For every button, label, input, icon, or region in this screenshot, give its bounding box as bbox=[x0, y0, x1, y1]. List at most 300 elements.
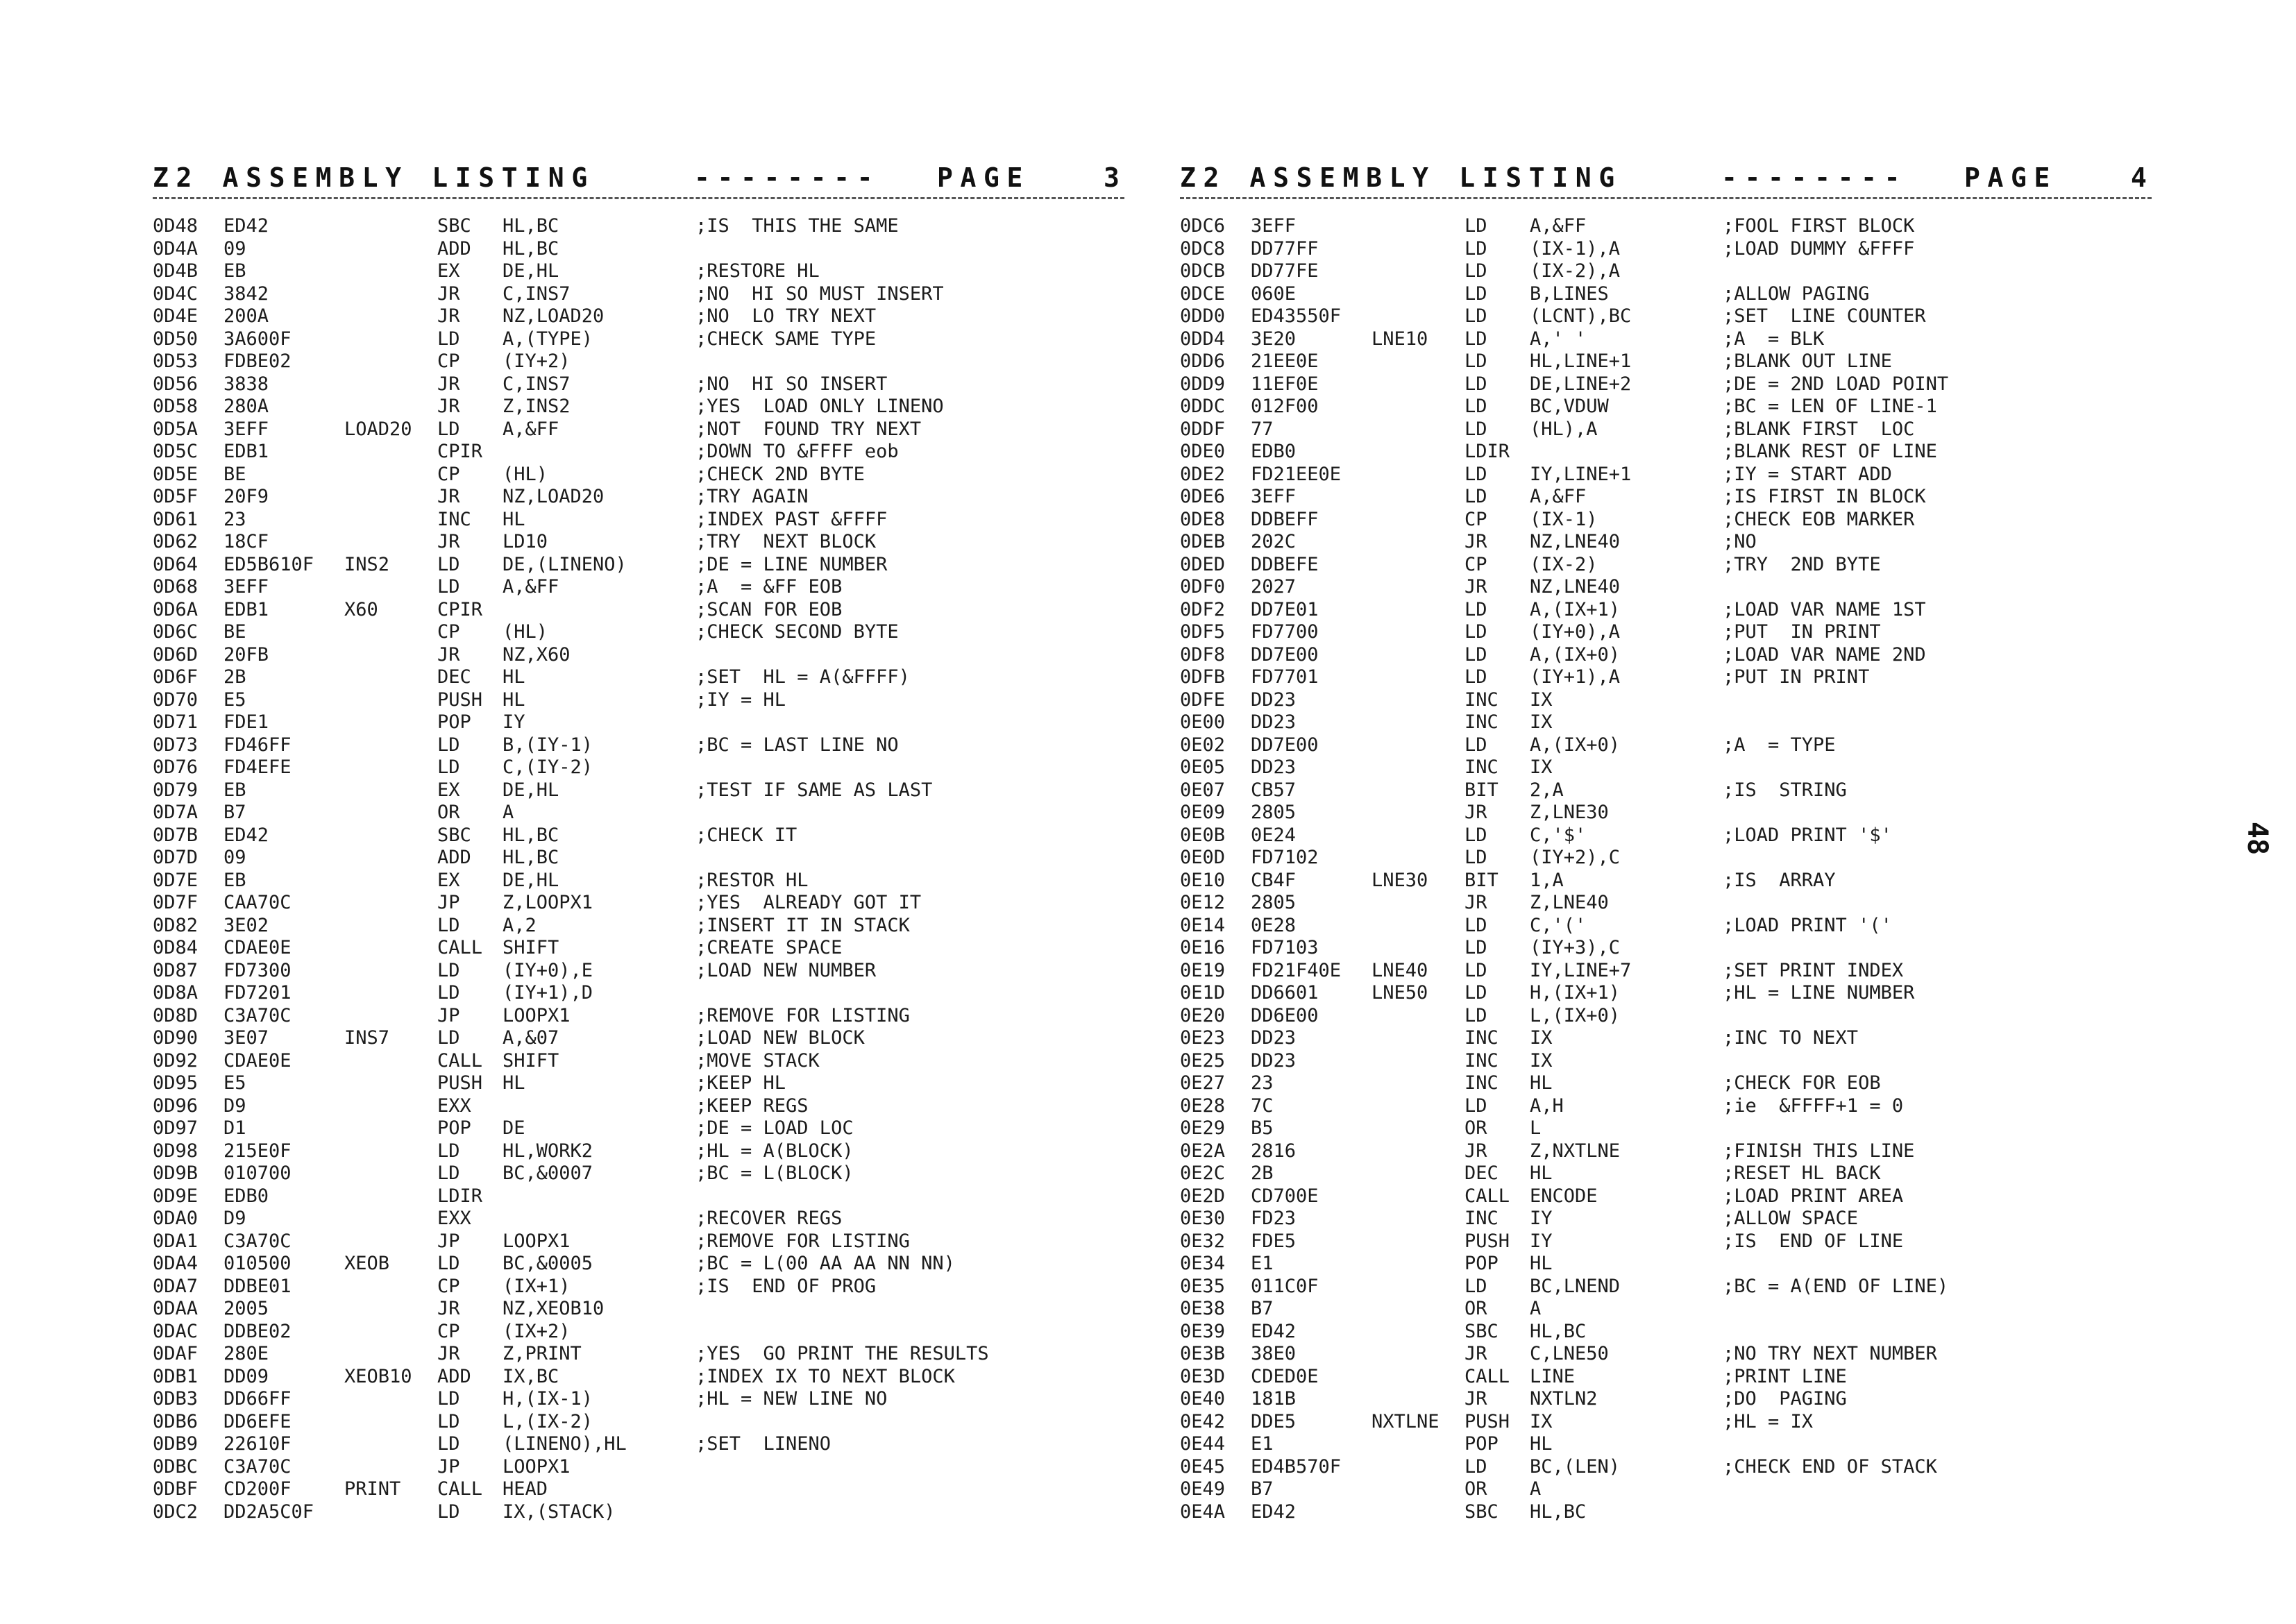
object-code: 010700 bbox=[223, 1162, 292, 1184]
listing-line bbox=[153, 238, 1152, 261]
operands: NZ,XEOB10 bbox=[503, 1298, 605, 1319]
operands: A,H bbox=[1530, 1094, 1564, 1117]
address: 0D5A bbox=[153, 418, 199, 440]
listing-line bbox=[1180, 260, 2179, 283]
comment: ;LOAD PRINT '$' bbox=[1723, 824, 1892, 846]
mnemonic: EXX bbox=[437, 1208, 471, 1229]
operands: DE,LINE+2 bbox=[1530, 373, 1632, 395]
comment: ;HL = LINE NUMBER bbox=[1723, 982, 1915, 1004]
listing-line bbox=[1180, 1343, 2179, 1366]
mnemonic: LD bbox=[437, 914, 460, 936]
mnemonic: JR bbox=[1464, 1343, 1487, 1364]
object-code: DD7E00 bbox=[1251, 643, 1319, 666]
listing-line bbox=[153, 1343, 1152, 1366]
mnemonic: DEC bbox=[1464, 1162, 1499, 1184]
mnemonic: LD bbox=[1464, 598, 1487, 620]
operands: (HL) bbox=[503, 621, 548, 643]
operands: B,LINES bbox=[1530, 282, 1609, 305]
operands: C,INS7 bbox=[503, 282, 571, 305]
operands: HL,BC bbox=[1530, 1500, 1587, 1523]
mnemonic: CPIR bbox=[437, 598, 483, 620]
listing-line bbox=[153, 892, 1152, 915]
listing-line bbox=[153, 1366, 1152, 1389]
object-code: 3842 bbox=[223, 282, 269, 305]
operands: (IY+0),E bbox=[503, 959, 593, 981]
address: 0D92 bbox=[153, 1049, 199, 1072]
comment: ;RESTORE HL bbox=[695, 260, 820, 282]
listing-line bbox=[1180, 1230, 2179, 1253]
mnemonic: CP bbox=[437, 1275, 460, 1297]
listing-line bbox=[153, 1411, 1152, 1434]
address: 0D79 bbox=[153, 779, 199, 801]
object-code: CAA70C bbox=[223, 892, 292, 913]
mnemonic: LD bbox=[1464, 621, 1487, 643]
address: 0E44 bbox=[1180, 1433, 1226, 1455]
mnemonic: LDIR bbox=[437, 1185, 483, 1207]
mnemonic: LD bbox=[1464, 305, 1487, 327]
mnemonic: LD bbox=[1464, 328, 1487, 350]
side-page-number: 48 bbox=[2241, 821, 2274, 856]
comment: ;A = TYPE bbox=[1723, 734, 1836, 756]
listing-line bbox=[1180, 892, 2179, 915]
listing-line bbox=[1180, 870, 2179, 893]
object-code: 2805 bbox=[1251, 802, 1297, 823]
address: 0D95 bbox=[153, 1072, 199, 1094]
object-code: FD23 bbox=[1251, 1208, 1297, 1229]
object-code: B7 bbox=[1251, 1478, 1274, 1500]
address: 0DCB bbox=[1180, 260, 1226, 282]
operands: IX,(STACK) bbox=[503, 1500, 616, 1523]
object-code: DD7E01 bbox=[1251, 598, 1319, 620]
address: 0DA0 bbox=[153, 1208, 199, 1229]
page-label: PAGE bbox=[937, 162, 1031, 193]
operands: BC,(LEN) bbox=[1530, 1455, 1621, 1478]
listing-line bbox=[153, 305, 1152, 328]
operands: LD10 bbox=[503, 531, 548, 552]
mnemonic: LD bbox=[437, 982, 460, 1004]
operands: HL bbox=[503, 1072, 525, 1094]
object-code: CDAE0E bbox=[223, 1049, 292, 1072]
object-code: E5 bbox=[223, 688, 246, 711]
address: 0E12 bbox=[1180, 892, 1226, 913]
mnemonic: INC bbox=[1464, 688, 1499, 711]
operands: (IY+2) bbox=[503, 350, 571, 372]
address: 0D84 bbox=[153, 937, 199, 958]
object-code: ED42 bbox=[223, 824, 269, 846]
mnemonic: JR bbox=[437, 486, 460, 507]
comment: ;CHECK END OF STACK bbox=[1723, 1455, 1937, 1478]
listing-line bbox=[153, 1388, 1152, 1411]
address: 0DC2 bbox=[153, 1500, 199, 1523]
mnemonic: LD bbox=[437, 1388, 460, 1410]
listing-line bbox=[153, 260, 1152, 283]
mnemonic: LD bbox=[437, 1410, 460, 1432]
object-code: C3A70C bbox=[223, 1455, 292, 1478]
comment: ;INDEX PAST &FFFF bbox=[695, 508, 888, 530]
object-code: DD6E00 bbox=[1251, 1004, 1319, 1026]
object-code: EB bbox=[223, 869, 246, 891]
mnemonic: LD bbox=[1464, 373, 1487, 395]
mnemonic: JR bbox=[437, 373, 460, 395]
mnemonic: LD bbox=[1464, 215, 1487, 237]
operands: IX bbox=[1530, 756, 1553, 778]
listing-line bbox=[153, 915, 1152, 938]
address: 0D6F bbox=[153, 666, 199, 688]
address: 0D53 bbox=[153, 350, 199, 372]
mnemonic: JR bbox=[1464, 1388, 1487, 1410]
listing-line bbox=[1180, 373, 2179, 396]
comment: ;KEEP REGS bbox=[695, 1094, 809, 1117]
comment: ;LOAD NEW BLOCK bbox=[695, 1027, 865, 1049]
listing-line bbox=[1180, 734, 2179, 757]
mnemonic: LD bbox=[437, 553, 460, 575]
address: 0E35 bbox=[1180, 1275, 1226, 1297]
operands: (HL),A bbox=[1530, 418, 1598, 440]
address: 0DCE bbox=[1180, 282, 1226, 305]
operands: BC,&0007 bbox=[503, 1162, 593, 1184]
comment: ;BC = LEN OF LINE-1 bbox=[1723, 396, 1937, 417]
mnemonic: INC bbox=[1464, 756, 1499, 778]
listing-line bbox=[153, 1027, 1152, 1050]
address: 0E34 bbox=[1180, 1253, 1226, 1274]
label: XEOB bbox=[344, 1253, 390, 1274]
object-code: CDED0E bbox=[1251, 1365, 1319, 1387]
listing-rows bbox=[153, 215, 1152, 1523]
listing-line bbox=[153, 1321, 1152, 1344]
operands: B,(IY-1) bbox=[503, 734, 593, 756]
listing-line bbox=[1180, 644, 2179, 667]
operands: A,(IX+0) bbox=[1530, 643, 1621, 666]
object-code: 20F9 bbox=[223, 486, 269, 507]
object-code: CD700E bbox=[1251, 1185, 1319, 1207]
object-code: 22610F bbox=[223, 1433, 292, 1455]
comment: ;IS THIS THE SAME bbox=[695, 215, 899, 237]
address: 0D76 bbox=[153, 756, 199, 778]
comment: ;IS FIRST IN BLOCK bbox=[1723, 486, 1926, 507]
object-code: B5 bbox=[1251, 1117, 1274, 1139]
operands: A,&FF bbox=[1530, 215, 1587, 237]
object-code: DD23 bbox=[1251, 711, 1297, 733]
mnemonic: JR bbox=[437, 1343, 460, 1364]
mnemonic: LD bbox=[1464, 1004, 1487, 1026]
address: 0E20 bbox=[1180, 1004, 1226, 1026]
operands: 2,A bbox=[1530, 779, 1564, 801]
object-code: 0E28 bbox=[1251, 914, 1297, 936]
operands: NZ,LOAD20 bbox=[503, 486, 605, 507]
listing-line bbox=[153, 711, 1152, 734]
mnemonic: ADD bbox=[437, 1365, 471, 1387]
comment: ;FINISH THIS LINE bbox=[1723, 1140, 1915, 1162]
operands: HL bbox=[1530, 1433, 1553, 1455]
mnemonic: JR bbox=[437, 305, 460, 327]
object-code: DD23 bbox=[1251, 1027, 1297, 1049]
comment: ;LOAD VAR NAME 1ST bbox=[1723, 598, 1926, 620]
address: 0D87 bbox=[153, 959, 199, 981]
mnemonic: INC bbox=[1464, 1208, 1499, 1229]
operands: A bbox=[503, 802, 514, 823]
operands: DE,HL bbox=[503, 869, 559, 891]
address: 0D4C bbox=[153, 282, 199, 305]
listing-line bbox=[153, 779, 1152, 802]
object-code: FDE1 bbox=[223, 711, 269, 733]
object-code: DDBEFF bbox=[1251, 508, 1319, 530]
comment: ;IS END OF LINE bbox=[1723, 1230, 1904, 1252]
listing-line bbox=[1180, 1298, 2179, 1321]
listing-line bbox=[153, 1072, 1152, 1095]
object-code: CD200F bbox=[223, 1478, 292, 1500]
listing-line bbox=[1180, 982, 2179, 1005]
object-code: 21EE0E bbox=[1251, 350, 1319, 372]
listing-line bbox=[153, 644, 1152, 667]
mnemonic: CP bbox=[1464, 553, 1487, 575]
address: 0E4A bbox=[1180, 1500, 1226, 1523]
address: 0E27 bbox=[1180, 1072, 1226, 1094]
comment: ;MOVE STACK bbox=[695, 1049, 820, 1072]
object-code: DD23 bbox=[1251, 688, 1297, 711]
label: LNE10 bbox=[1371, 328, 1428, 350]
address: 0DED bbox=[1180, 553, 1226, 575]
operands: Z,LOOPX1 bbox=[503, 892, 593, 913]
mnemonic: ADD bbox=[437, 237, 471, 260]
address: 0DE2 bbox=[1180, 463, 1226, 485]
header-rule bbox=[1180, 197, 2152, 199]
mnemonic: LD bbox=[1464, 847, 1487, 868]
address: 0E23 bbox=[1180, 1027, 1226, 1049]
operands: 1,A bbox=[1530, 869, 1564, 891]
operands: L bbox=[1530, 1117, 1542, 1139]
page-number: 3 bbox=[1104, 162, 1127, 193]
comment: ;BC = A(END OF LINE) bbox=[1723, 1275, 1949, 1297]
object-code: DD23 bbox=[1251, 1049, 1297, 1072]
object-code: 0E24 bbox=[1251, 824, 1297, 846]
object-code: 2B bbox=[1251, 1162, 1274, 1184]
object-code: BE bbox=[223, 463, 246, 485]
mnemonic: POP bbox=[437, 1117, 471, 1139]
label: LNE50 bbox=[1371, 982, 1428, 1004]
mnemonic: EX bbox=[437, 869, 460, 891]
mnemonic: PUSH bbox=[1464, 1410, 1510, 1432]
label: INS2 bbox=[344, 553, 390, 575]
address: 0D97 bbox=[153, 1117, 199, 1139]
address: 0D4A bbox=[153, 237, 199, 260]
comment: ;NO HI SO INSERT bbox=[695, 373, 888, 395]
mnemonic: LD bbox=[1464, 1455, 1487, 1478]
listing-line bbox=[1180, 350, 2179, 373]
mnemonic: CP bbox=[437, 350, 460, 372]
address: 0DDC bbox=[1180, 396, 1226, 417]
comment: ;BC = L(BLOCK) bbox=[695, 1162, 854, 1184]
address: 0DD4 bbox=[1180, 328, 1226, 350]
address: 0E38 bbox=[1180, 1298, 1226, 1319]
operands: NZ,LOAD20 bbox=[503, 305, 605, 327]
object-code: DD66FF bbox=[223, 1388, 292, 1410]
object-code: 200A bbox=[223, 305, 269, 327]
address: 0D7A bbox=[153, 802, 199, 823]
object-code: EDB0 bbox=[1251, 441, 1297, 462]
address: 0E2A bbox=[1180, 1140, 1226, 1162]
address: 0DA7 bbox=[153, 1275, 199, 1297]
listing-line bbox=[153, 621, 1152, 644]
mnemonic: POP bbox=[437, 711, 471, 733]
label: NXTLNE bbox=[1371, 1410, 1440, 1432]
operands: (IX+2) bbox=[503, 1320, 571, 1342]
mnemonic: CALL bbox=[437, 1049, 483, 1072]
comment: ;IY = START ADD bbox=[1723, 463, 1892, 485]
listing-line bbox=[153, 509, 1152, 532]
listing-line bbox=[1180, 824, 2179, 847]
label: XEOB10 bbox=[344, 1365, 412, 1387]
operands: BC,LNEND bbox=[1530, 1275, 1621, 1297]
comment: ;REMOVE FOR LISTING bbox=[695, 1230, 910, 1252]
operands: A,&FF bbox=[1530, 486, 1587, 507]
address: 0DAC bbox=[153, 1320, 199, 1342]
address: 0D82 bbox=[153, 914, 199, 936]
operands: LOOPX1 bbox=[503, 1455, 571, 1478]
mnemonic: LD bbox=[437, 1162, 460, 1184]
mnemonic: LD bbox=[1464, 282, 1487, 305]
mnemonic: LD bbox=[1464, 959, 1487, 981]
listing-line bbox=[153, 531, 1152, 554]
comment: ;PUT IN PRINT bbox=[1723, 621, 1881, 643]
listing-line bbox=[153, 486, 1152, 509]
page-label: PAGE bbox=[1964, 162, 2058, 193]
listing-line bbox=[1180, 689, 2179, 712]
operands: (IY+1),D bbox=[503, 982, 593, 1004]
listing-line bbox=[1180, 1456, 2179, 1479]
comment: ;NO bbox=[1723, 531, 1757, 552]
mnemonic: LD bbox=[437, 1140, 460, 1162]
object-code: 77 bbox=[1251, 418, 1274, 440]
operands: LOOPX1 bbox=[503, 1230, 571, 1252]
operands: (IY+0),A bbox=[1530, 621, 1621, 643]
mnemonic: EX bbox=[437, 779, 460, 801]
listing-line bbox=[153, 1298, 1152, 1321]
address: 0E49 bbox=[1180, 1478, 1226, 1500]
object-code: 3EFF bbox=[223, 576, 269, 598]
address: 0DF8 bbox=[1180, 643, 1226, 666]
operands: A bbox=[1530, 1298, 1542, 1319]
object-code: 38E0 bbox=[1251, 1343, 1297, 1364]
object-code: FD7103 bbox=[1251, 937, 1319, 958]
operands: HL bbox=[503, 688, 525, 711]
object-code: DD09 bbox=[223, 1365, 269, 1387]
address: 0DE0 bbox=[1180, 441, 1226, 462]
address: 0E16 bbox=[1180, 937, 1226, 958]
listing-line bbox=[1180, 666, 2179, 689]
address: 0E25 bbox=[1180, 1049, 1226, 1072]
comment: ;INSERT IT IN STACK bbox=[695, 914, 910, 936]
mnemonic: LD bbox=[1464, 1094, 1487, 1117]
listing-line bbox=[1180, 1072, 2179, 1095]
object-code: DD7E00 bbox=[1251, 734, 1319, 756]
listing-line bbox=[153, 802, 1152, 824]
operands: C,(IY-2) bbox=[503, 756, 593, 778]
object-code: FD21EE0E bbox=[1251, 463, 1342, 485]
comment: ;CHECK IT bbox=[695, 824, 797, 846]
address: 0DC6 bbox=[1180, 215, 1226, 237]
comment: ;BC = LAST LINE NO bbox=[695, 734, 899, 756]
object-code: 012F00 bbox=[1251, 396, 1319, 417]
object-code: DD77FE bbox=[1251, 260, 1319, 282]
listing-line bbox=[153, 734, 1152, 757]
mnemonic: CALL bbox=[1464, 1185, 1510, 1207]
listing-line bbox=[153, 666, 1152, 689]
comment: ;PRINT LINE bbox=[1723, 1365, 1847, 1387]
object-code: 11EF0E bbox=[1251, 373, 1319, 395]
operands: HL,BC bbox=[503, 824, 559, 846]
comment: ;ALLOW SPACE bbox=[1723, 1208, 1859, 1229]
comment: ;TRY AGAIN bbox=[695, 486, 809, 507]
comment: ;IS ARRAY bbox=[1723, 869, 1836, 891]
comment: ;SET LINE COUNTER bbox=[1723, 305, 1926, 327]
mnemonic: LD bbox=[1464, 914, 1487, 936]
mnemonic: LD bbox=[437, 1027, 460, 1049]
mnemonic: JR bbox=[437, 643, 460, 666]
comment: ;IY = HL bbox=[695, 688, 786, 711]
operands: NXTLN2 bbox=[1530, 1388, 1598, 1410]
comment: ;BLANK OUT LINE bbox=[1723, 350, 1892, 372]
listing-line bbox=[1180, 1411, 2179, 1434]
listing-line bbox=[153, 1253, 1152, 1276]
object-code: ED42 bbox=[1251, 1320, 1297, 1342]
operands: A bbox=[1530, 1478, 1542, 1500]
object-code: 3EFF bbox=[1251, 215, 1297, 237]
mnemonic: INC bbox=[1464, 1027, 1499, 1049]
mnemonic: INC bbox=[1464, 711, 1499, 733]
object-code: B7 bbox=[223, 802, 246, 823]
comment: ;RESTOR HL bbox=[695, 869, 809, 891]
operands: C,LNE50 bbox=[1530, 1343, 1609, 1364]
operands: IX bbox=[1530, 1410, 1553, 1432]
operands: (HL) bbox=[503, 463, 548, 485]
mnemonic: LD bbox=[437, 1253, 460, 1274]
address: 0DE6 bbox=[1180, 486, 1226, 507]
mnemonic: LD bbox=[437, 756, 460, 778]
mnemonic: CP bbox=[1464, 508, 1487, 530]
comment: ;TRY 2ND BYTE bbox=[1723, 553, 1881, 575]
operands: HL bbox=[1530, 1072, 1553, 1094]
comment: ;NO HI SO MUST INSERT bbox=[695, 282, 944, 305]
address: 0DA4 bbox=[153, 1253, 199, 1274]
address: 0DD9 bbox=[1180, 373, 1226, 395]
object-code: C3A70C bbox=[223, 1004, 292, 1026]
address: 0D62 bbox=[153, 531, 199, 552]
mnemonic: LD bbox=[437, 734, 460, 756]
operands: H,(IX-1) bbox=[503, 1388, 593, 1410]
address: 0E28 bbox=[1180, 1094, 1226, 1117]
listing-line bbox=[1180, 396, 2179, 418]
listing-line bbox=[153, 396, 1152, 418]
operands: A,(IX+0) bbox=[1530, 734, 1621, 756]
operands: LINE bbox=[1530, 1365, 1576, 1387]
operands: (IX-2) bbox=[1530, 553, 1598, 575]
comment: ;IS END OF PROG bbox=[695, 1275, 877, 1297]
mnemonic: LD bbox=[1464, 350, 1487, 372]
listing-line bbox=[1180, 531, 2179, 554]
listing-line bbox=[1180, 1140, 2179, 1163]
comment: ;IS STRING bbox=[1723, 779, 1847, 801]
operands: IX bbox=[1530, 1049, 1553, 1072]
address: 0DEB bbox=[1180, 531, 1226, 552]
page-header bbox=[153, 158, 1127, 200]
label: X60 bbox=[344, 598, 378, 620]
address: 0E09 bbox=[1180, 802, 1226, 823]
address: 0DAF bbox=[153, 1343, 199, 1364]
listing-line bbox=[1180, 1050, 2179, 1073]
address: 0D5E bbox=[153, 463, 199, 485]
comment: ;CHECK FOR EOB bbox=[1723, 1072, 1881, 1094]
listing-line bbox=[1180, 1253, 2179, 1276]
